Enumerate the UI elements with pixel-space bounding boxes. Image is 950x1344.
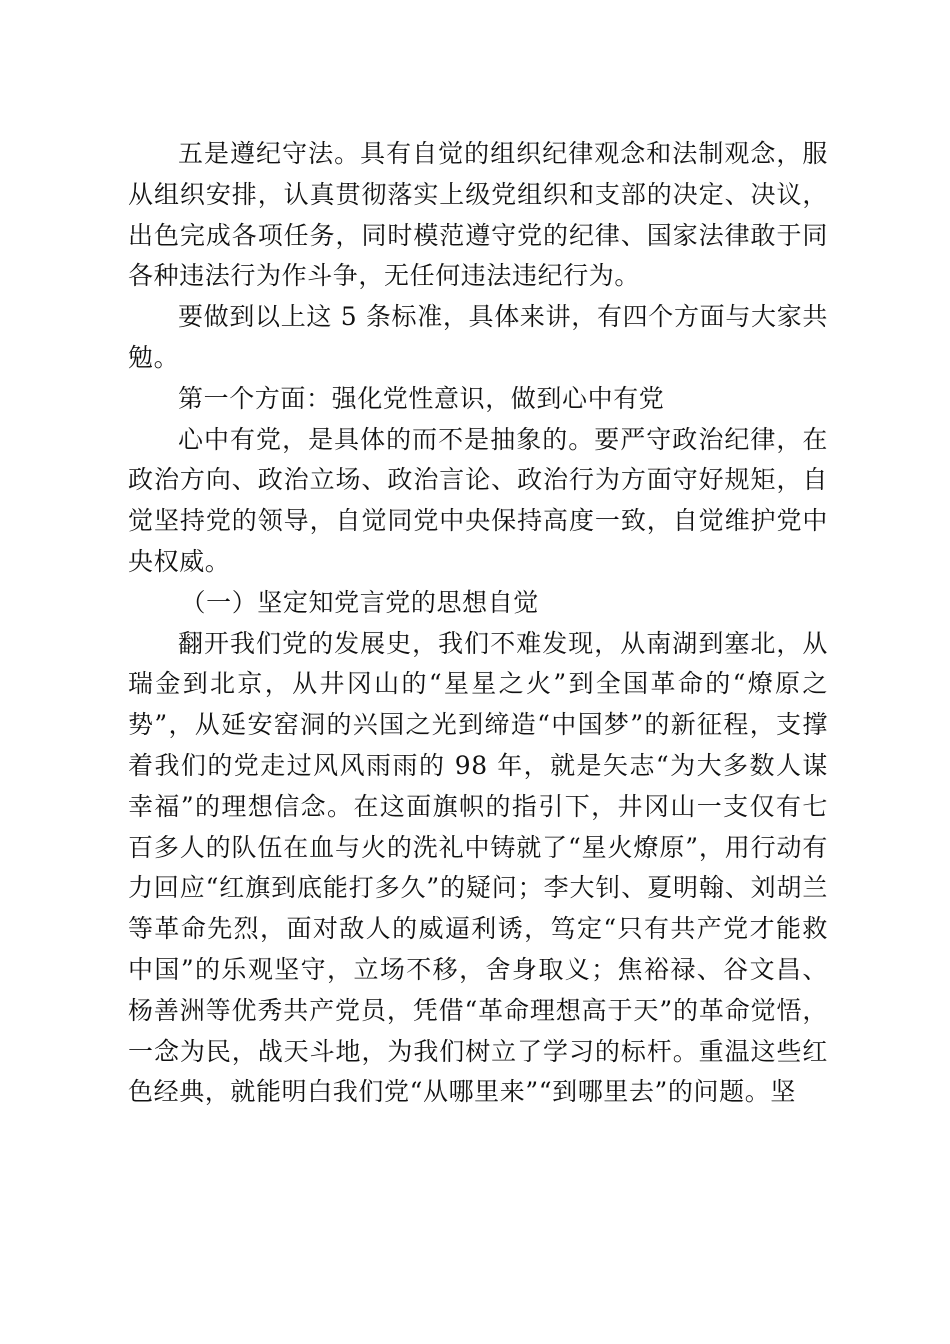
paragraph-party-history: 翻开我们党的发展史，我们不难发现，从南湖到塞北，从瑞金到北京，从井冈山的“星星之火”到全国革命的“燎原之势”，从延安窑洞的兴国之光到缔造“中国梦”的新征程，支撑着我们的党走过风风雨雨的 98 年，就是矢志“为大多数人谋幸福”的理想信念。在这面旗帜的指引下，井冈山一支仅有七百多人的队伍在血与火的洗礼中铸就了“星火燎原”，用行动有力回应“红旗到底能打多久”的疑问；李大钊、夏明翰、刘胡兰等革命先烈，面对敌人的威逼利诱，笃定“只有共产党才能救中国”的乐观坚守，立场不移，舍身取义；焦裕禄、谷文昌、杨善洲等优秀共产党员，凭借“革命理想高于天”的革命觉悟，一念为民，战天斗地，为我们树立了学习的标杆。重温这些红色经典，就能明白我们党“从哪里来”“到哪里去”的问题。坚 [128,628,828,1107]
subsection-heading-one: （一）坚定知党言党的思想自觉 [180,587,539,617]
document-body [128,134,828,1113]
paragraph-party-in-heart: 心中有党，是具体的而不是抽象的。要严守政治纪律，在政治方向、政治立场、政治言论、政治行为方面守好规矩，自觉坚持党的领导，自觉同党中央保持高度一致，自觉维护党中央权威。 [128,424,828,576]
paragraph-standards: 要做到以上这 5 条标准，具体来讲，有四个方面与大家共勉。 [128,302,828,372]
paragraph-discipline: 五是遵纪守法。具有自觉的组织纪律观念和法制观念，服从组织安排，认真贯彻落实上级党组织和支部的决定、决议，出色完成各项任务，同时模范遵守党的纪律、国家法律敢于同各种违法行为作斗争，无任何违法违纪行为。 [128,139,828,291]
section-heading-first-aspect: 第一个方面：强化党性意识，做到心中有党 [178,383,665,413]
